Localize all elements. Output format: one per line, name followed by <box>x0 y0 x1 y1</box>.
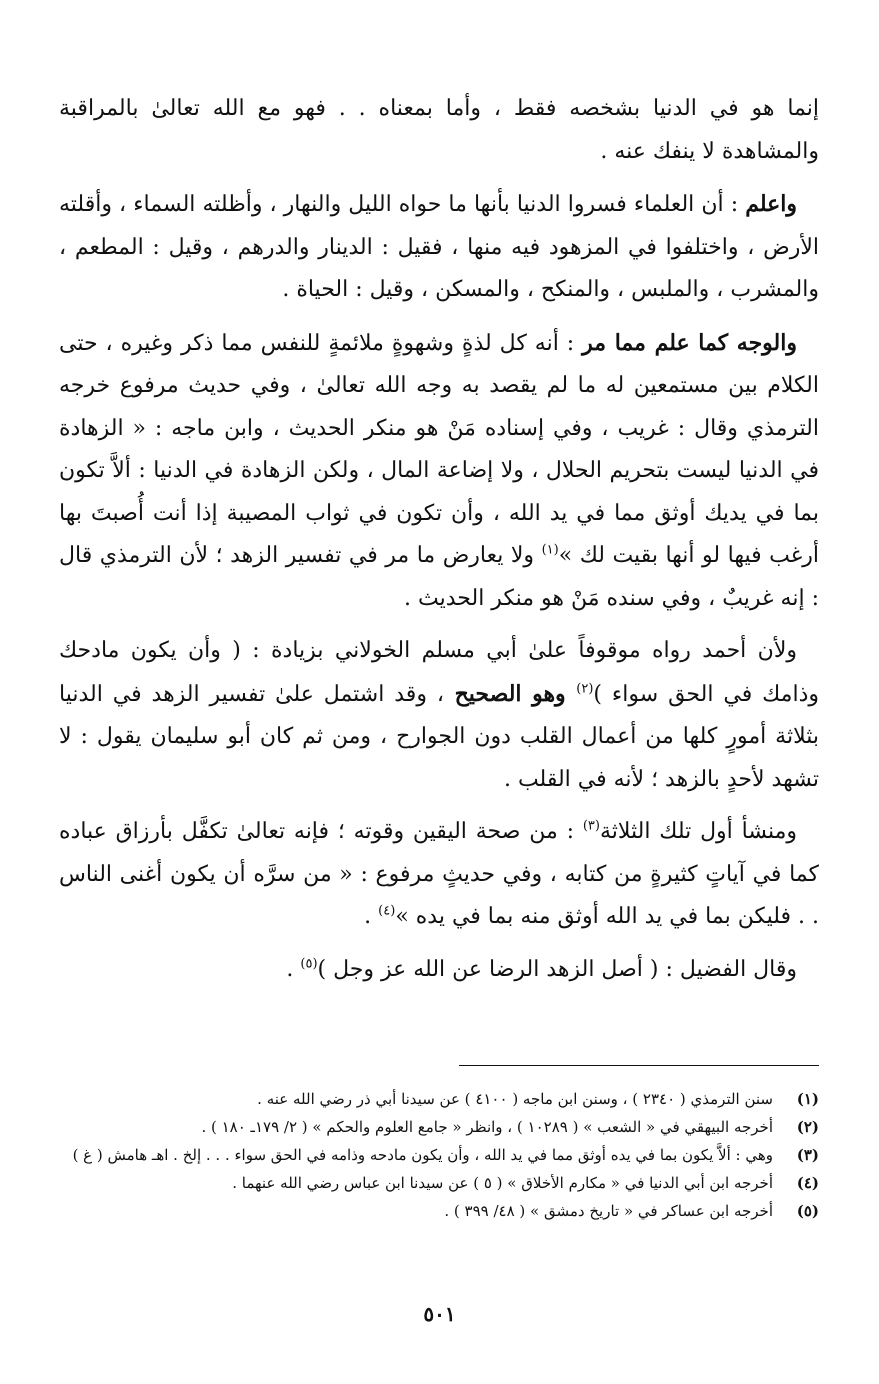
footnote-3 <box>59 1141 819 1169</box>
footnote-ref-4[interactable]: (٤) <box>378 903 396 919</box>
paragraph-text: : أنه كل لذةٍ وشهوةٍ ملائمةٍ للنفس مما ذكر وغيره ، حتى الكلام بين مستمعين له ما لم يقصد به وجه الله تعالىٰ ، وفي حديث مرفوع خرجه الترمذي وقال : غريب ، وفي إسناده مَنْ هو منكر الحديث ، وابن ماجه : « الزهادة في الدنيا ليست بتحريم الحلال ، ولا إضاعة المال ، ولكن الزهادة في الدنيا : ألاَّ تكون بما في يديك أوثق مما في يد الله ، وأن تكون في ثواب المصيبة إذا أنت أُصبتَ بها أرغب فيها لو أنها بقيت لك » <box>59 330 819 568</box>
paragraph-text: : أن العلماء فسروا الدنيا بأنها ما حواه الليل والنهار ، وأظلته السماء ، وأقلته الأرض ، واختلفوا في المزهود فيه منها ، فقيل : الدينار والدرهم ، وقيل : المطعم ، والمشرب ، والملبس ، والمنكح ، والمسكن ، وقيل : الحياة . <box>59 192 819 302</box>
paragraph-tail: . <box>286 956 301 982</box>
paragraph-text: ولأن أحمد رواه موقوفاً علىٰ أبي مسلم الخولاني بزيادة : ( وأن يكون مادحك وذامك في الحق سواء ) <box>59 638 819 707</box>
footnote-number: (٢) <box>796 1118 819 1136</box>
footnote-5 <box>59 1197 819 1225</box>
footnote-number: (٣) <box>796 1146 819 1164</box>
main-text <box>59 88 819 1001</box>
paragraph-3 <box>59 322 819 621</box>
footnote-text: سنن الترمذي ( ٢٣٤٠ ) ، وسنن ابن ماجه ( ٤١٠٠ ) عن سيدنا أبي ذر رضي الله عنه . <box>257 1090 773 1108</box>
footnote-text: أخرجه البيهقي في « الشعب » ( ١٠٢٨٩ ) ، وانظر « جامع العلوم والحكم » ( ٢/ ١٧٩ـ ١٨٠ ) . <box>201 1118 773 1136</box>
paragraph-text: ومنشأ أول تلك الثلاثة <box>599 819 797 844</box>
paragraph-text: وقال الفضيل : ( أصل الزهد الرضا عن الله عز وجل ) <box>317 956 797 982</box>
paragraph-4 <box>59 630 819 801</box>
footnote-divider <box>459 1065 819 1066</box>
paragraph-1 <box>59 88 819 173</box>
paragraph-tail: ولا يعارض ما مر في تفسير الزهد ؛ لأن الترمذي قال : إنه غريبٌ ، وفي سنده مَنْ هو منكر الحديث . <box>59 543 819 611</box>
footnote-ref-2[interactable]: (٢) <box>576 681 594 697</box>
footnote-1 <box>59 1085 819 1113</box>
footnote-text: أخرجه ابن أبي الدنيا في « مكارم الأخلاق » ( ٥ ) عن سيدنا ابن عباس رضي الله عنهما . <box>232 1174 773 1192</box>
footnote-text: أخرجه ابن عساكر في « تاريخ دمشق » ( ٤٨/ ٣٩٩ ) . <box>444 1202 773 1220</box>
paragraph-tail: : من صحة اليقين وقوته ؛ فإنه تعالىٰ تكفَّل بأرزاق عباده كما في آياتٍ كثيرةٍ من كتابه ، وفي حديثٍ مرفوع : « من سرَّه أن يكون أغنى الناس . . فليكن بما في يد الله أوثق منه بما في يده » <box>59 819 819 929</box>
paragraph-bold: وهو الصحيح <box>443 680 577 707</box>
footnote-4 <box>59 1169 819 1197</box>
footnote-ref-3[interactable]: (٣) <box>582 818 600 834</box>
paragraph-tail: ، وقد اشتمل علىٰ تفسير الزهد في الدنيا بثلاثة أمورٍ كلها من أعمال القلب دون الجوارح ، ومن ثم كان أبو سليمان يقول : لا تشهد لأحدٍ بالزهد ؛ لأنه في القلب . <box>59 681 819 792</box>
paragraph-5 <box>59 811 819 939</box>
paragraph-tail-2: . <box>364 904 379 929</box>
footnote-ref-5[interactable]: (٥) <box>300 956 318 972</box>
footnote-text: وهي : ألاَّ يكون بما في يده أوثق مما في يد الله ، وأن يكون مادحه وذامه في الحق سواء . . . إلخ . اهـ هامش ( غ ) <box>72 1146 773 1164</box>
footnote-number: (١) <box>796 1090 819 1108</box>
footnote-number: (٥) <box>796 1202 819 1220</box>
footnote-2 <box>59 1113 819 1141</box>
paragraph-6 <box>59 949 819 992</box>
footnotes <box>59 1085 819 1225</box>
paragraph-lead: واعلم <box>745 191 797 217</box>
paragraph-2 <box>59 183 819 312</box>
page-number: ٥٠١ <box>423 1302 456 1326</box>
paragraph-lead: والوجه كما علم مما مر <box>582 329 797 356</box>
paragraph-text: إنما هو في الدنيا بشخصه فقط ، وأما بمعناه . . فهو مع الله تعالىٰ بالمراقبة والمشاهدة لا ينفك عنه . <box>59 96 819 164</box>
footnote-number: (٤) <box>796 1174 819 1192</box>
footnote-ref-1[interactable]: (١) <box>541 542 559 558</box>
